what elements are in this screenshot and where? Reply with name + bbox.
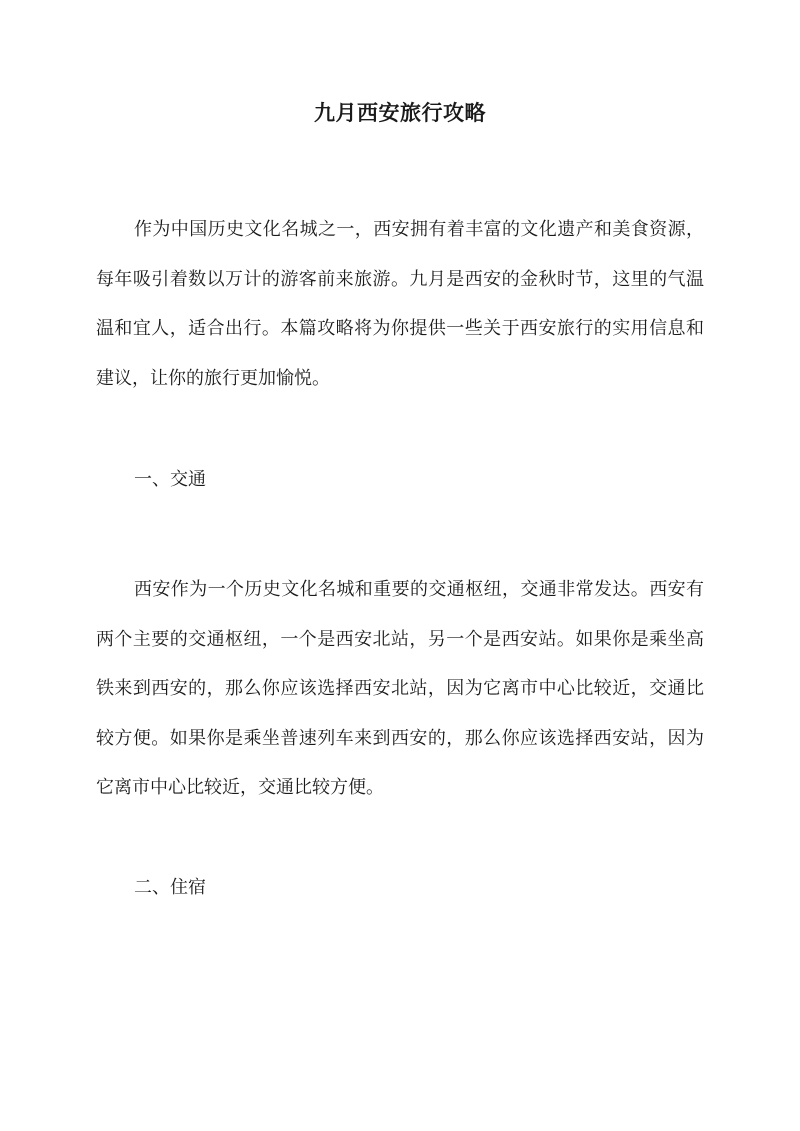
section-heading-transport: 一、交通 (134, 469, 206, 490)
transport-paragraph: 西安作为一个历史文化名城和重要的交通枢纽，交通非常发达。西安有两个主要的交通枢纽，一个是西安北站，另一个是西安站。如果你是乘坐高铁来到西安的，那么你应该选择西安北站，因为它离市中心比较近，交通比较方便。如果你是乘坐普速列车来到西安的，那么你应该选择西安站，因为它离市中心比较近，交通比较方便。 (96, 579, 704, 798)
page-title: 九月西安旅行攻略 (314, 100, 486, 125)
intro-paragraph: 作为中国历史文化名城之一，西安拥有着丰富的文化遗产和美食资源，每年吸引着数以万计的游客前来旅游。九月是西安的金秋时节，这里的气温温和宜人，适合出行。本篇攻略将为你提供一些关于西安旅行的实用信息和建议，让你的旅行更加愉悦。 (96, 219, 704, 389)
section-heading-lodging: 二、住宿 (134, 877, 206, 898)
